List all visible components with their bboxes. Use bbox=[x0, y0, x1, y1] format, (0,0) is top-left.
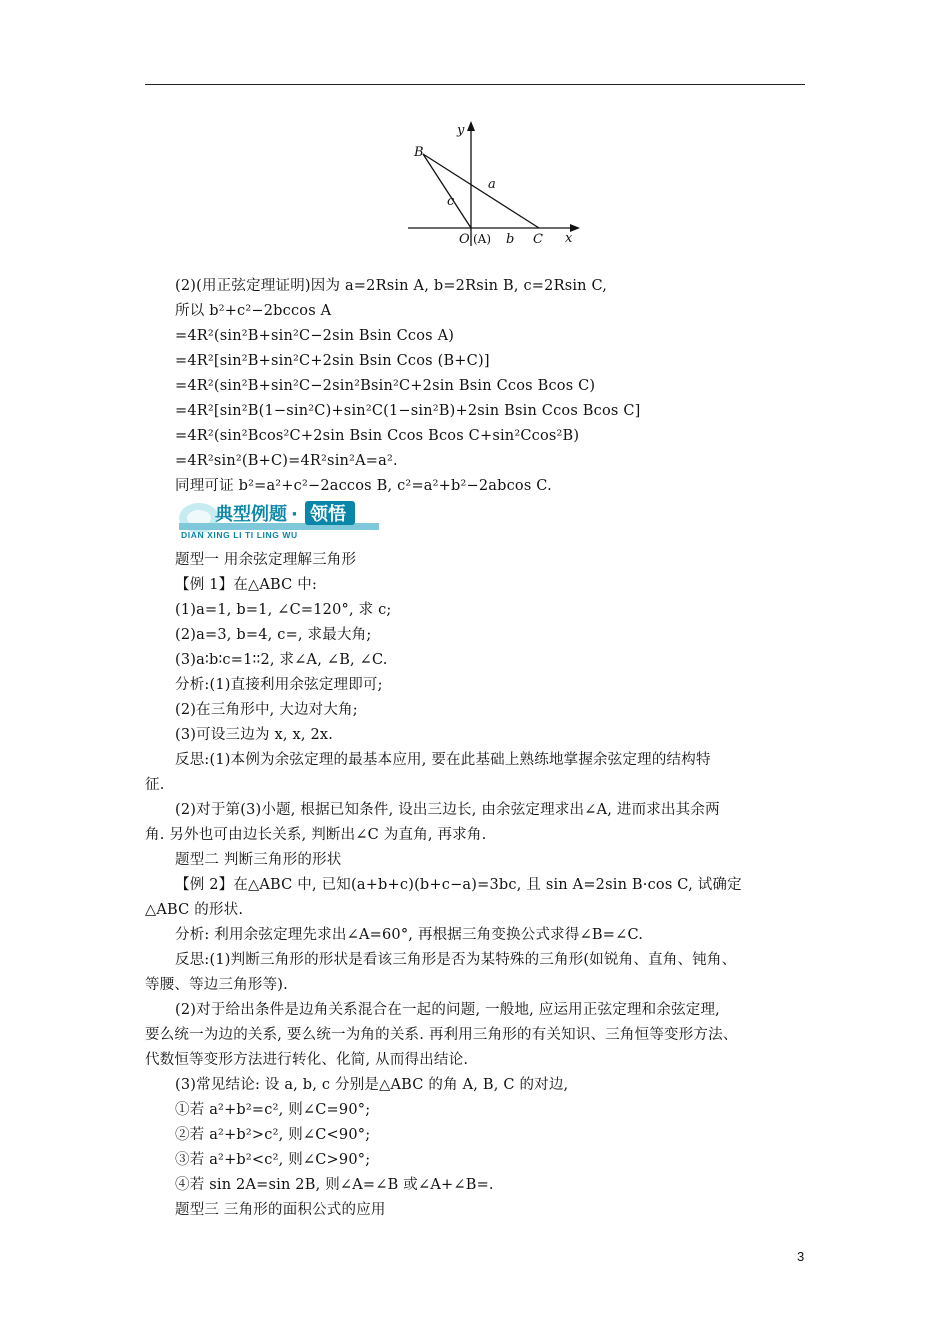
label-b: b bbox=[506, 232, 515, 247]
proof-line: =4R²(sin²B+sin²C−2sin Bsin Ccos A) bbox=[175, 328, 455, 344]
text-line: 反思:(1)本例为余弦定理的最基本应用, 要在此基础上熟练地掌握余弦定理的结构特 bbox=[175, 752, 711, 768]
proof-line: =4R²[sin²B(1−sin²C)+sin²C(1−sin²B)+2sin Bsin Ccos Bcos C] bbox=[175, 403, 641, 419]
text-line: ①若 a²+b²=c², 则∠C=90°; bbox=[175, 1102, 371, 1118]
text-line: (1)a=1, b=1, ∠C=120°, 求 c; bbox=[175, 602, 392, 618]
label-O: O bbox=[459, 232, 470, 247]
proof-line: =4R²(sin²Bcos²C+2sin Bsin Ccos Bcos C+sin²Ccos²B) bbox=[175, 428, 580, 444]
example-heading: 【例 2】在△ABC 中, 已知(a+b+c)(b+c−a)=3bc, 且 sin A=2sin B·cos C, 试确定 bbox=[175, 877, 742, 893]
text-line: ②若 a²+b²>c², 则∠C<90°; bbox=[175, 1127, 371, 1143]
text-line: 角. 另外也可由边长关系, 判断出∠C 为直角, 再求角. bbox=[145, 827, 487, 843]
section-banner bbox=[175, 496, 395, 540]
section-heading: 题型三 三角形的面积公式的应用 bbox=[175, 1202, 386, 1218]
label-C: C bbox=[533, 232, 543, 247]
example-heading: 【例 1】在△ABC 中: bbox=[175, 577, 318, 593]
label-A: (A) bbox=[473, 232, 492, 246]
text-line: 等腰、等边三角形等). bbox=[145, 977, 288, 993]
y-arrow bbox=[467, 121, 475, 131]
text-line: (2)对于给出条件是边角关系混合在一起的问题, 一般地, 应运用正弦定理和余弦定理, bbox=[175, 1002, 720, 1018]
text-line: (2)a=3, b=4, c=, 求最大角; bbox=[175, 627, 372, 643]
text-line: ④若 sin 2A=sin 2B, 则∠A=∠B 或∠A+∠B=. bbox=[175, 1177, 494, 1193]
label-y: y bbox=[457, 123, 465, 138]
text-line: 代数恒等变形方法进行转化、化简, 从而得出结论. bbox=[145, 1052, 469, 1068]
text-line: ③若 a²+b²<c², 则∠C>90°; bbox=[175, 1152, 371, 1168]
text-line: △ABC 的形状. bbox=[145, 902, 244, 918]
text-line: 分析:(1)直接利用余弦定理即可; bbox=[175, 677, 383, 693]
text-line: (2)在三角形中, 大边对大角; bbox=[175, 702, 358, 718]
proof-line: 所以 b²+c²−2bccos A bbox=[175, 303, 332, 319]
text-line: (3)常见结论: 设 a, b, c 分别是△ABC 的角 A, B, C 的对边, bbox=[175, 1077, 569, 1093]
banner-tag: 领悟 bbox=[310, 504, 346, 525]
side-c bbox=[423, 154, 471, 228]
text-line: (3)a∶b∶c=1∶∶2, 求∠A, ∠B, ∠C. bbox=[175, 652, 388, 668]
page-number: 3 bbox=[797, 1249, 805, 1264]
text-line: 要么统一为边的关系, 要么统一为角的关系. 再利用三角形的有关知识、三角恒等变形方法、 bbox=[145, 1027, 738, 1043]
text-line: 反思:(1)判断三角形的形状是看该三角形是否为某特殊的三角形(如锐角、直角、钝角、 bbox=[175, 952, 737, 968]
section-heading: 题型一 用余弦定理解三角形 bbox=[175, 552, 357, 568]
text-line: 征. bbox=[145, 777, 165, 793]
label-B: B bbox=[414, 145, 424, 160]
section-heading: 题型二 判断三角形的形状 bbox=[175, 852, 342, 868]
text-line: (3)可设三边为 x, x, 2x. bbox=[175, 727, 334, 743]
text-line: 分析: 利用余弦定理先求出∠A=60°, 再根据三角变换公式求得∠B=∠C. bbox=[175, 927, 644, 943]
text-line: (2)对于第(3)小题, 根据已知条件, 设出三边长, 由余弦定理求出∠A, 进而求出其余两 bbox=[175, 802, 720, 818]
label-a: a bbox=[488, 177, 496, 192]
proof-line: (2)(用正弦定理证明)因为 a=2Rsin A, b=2Rsin B, c=2Rsin C, bbox=[175, 278, 608, 294]
proof-line: 同理可证 b²=a²+c²−2accos B, c²=a²+b²−2abcos C. bbox=[175, 478, 552, 494]
banner-dot: · bbox=[291, 504, 298, 525]
banner-pinyin: DIAN XING LI TI LING WU bbox=[181, 530, 298, 540]
coordinate-figure bbox=[405, 118, 585, 248]
proof-line: =4R²(sin²B+sin²C−2sin²Bsin²C+2sin Bsin Ccos Bcos C) bbox=[175, 378, 596, 394]
header-rule bbox=[145, 84, 805, 85]
label-c: c bbox=[447, 194, 455, 209]
proof-line: =4R²sin²(B+C)=4R²sin²A=a². bbox=[175, 453, 398, 469]
side-a bbox=[423, 154, 539, 228]
label-x: x bbox=[565, 231, 573, 246]
banner-title: 典型例题 bbox=[215, 504, 287, 525]
proof-line: =4R²[sin²B+sin²C+2sin Bsin Ccos (B+C)] bbox=[175, 353, 490, 369]
